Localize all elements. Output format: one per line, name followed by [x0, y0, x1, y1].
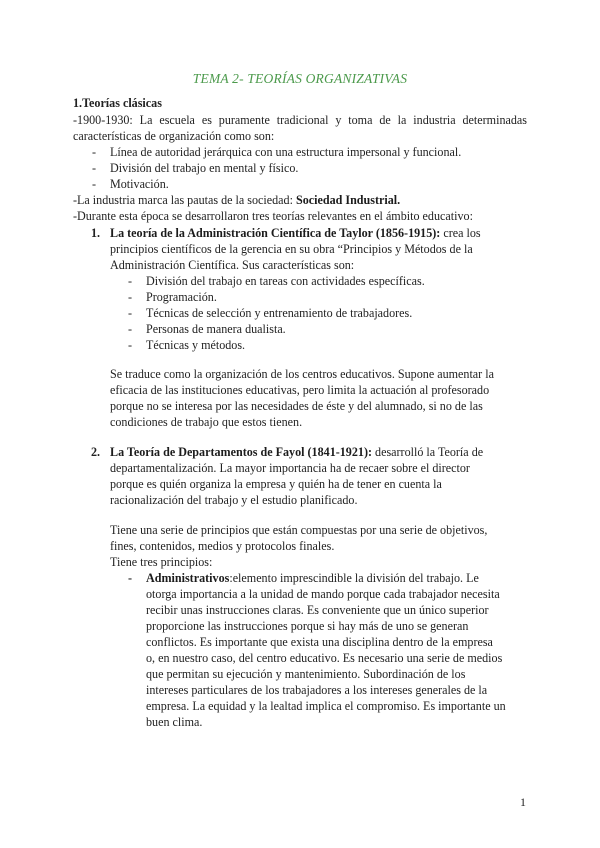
admin-line: empresa. La equidad y la lealtad implica el compromiso. Es importante un	[146, 699, 506, 713]
bullet-dash: -	[92, 161, 97, 175]
bullet-dash: -	[128, 306, 133, 320]
principles-line: fines, contenidos, medios y protocolos finales.	[110, 539, 335, 553]
bullet-dash: -	[128, 274, 133, 288]
bullet-dash: -	[92, 177, 97, 191]
society-line	[73, 192, 400, 208]
theory-1-rest: crea los	[440, 226, 481, 240]
bullet-dash: -	[128, 338, 133, 352]
document-title: TEMA 2- TEORÍAS ORGANIZATIVAS	[192, 71, 408, 86]
admin-line: intereses particulares de los trabajadores a los intereses generales de la	[146, 683, 488, 697]
intro-line-2: características de organización como son:	[73, 129, 275, 143]
theory-1-item: Técnicas y métodos.	[146, 338, 246, 352]
theory-1-number: 1.	[91, 226, 101, 240]
theory-2-heading	[110, 444, 483, 460]
admin-line: proporcione las instrucciones porque si hay más de uno se generan	[146, 619, 469, 633]
bullet-dash: -	[128, 290, 133, 304]
theory-2-line: porque es quién organiza la empresa y quién ha de tener en cuenta la	[110, 477, 442, 491]
theory-1-paragraph-line: porque no se interesa por las necesidades de éste y del alumnado, si no de las	[110, 399, 483, 413]
bullet-dash: -	[92, 145, 97, 159]
admin-line: buen clima.	[146, 715, 203, 729]
society-bold: Sociedad Industrial.	[295, 193, 401, 207]
bullet-dash: -	[128, 571, 133, 585]
theory-1-title: La teoría de la Administración Científica de Taylor (1856-1915):	[110, 226, 441, 240]
admin-term: Administrativos	[146, 571, 230, 585]
theory-1-line: Administración Científica. Sus características son:	[110, 258, 355, 272]
bullet-dash: -	[128, 322, 133, 336]
admin-line: otorga importancia a la unidad de mando porque cada trabajador necesita	[146, 587, 500, 601]
theory-2-number: 2.	[91, 445, 101, 459]
theory-2-title: La Teoría de Departamentos de Fayol (1841-1921):	[110, 445, 373, 459]
durante-line: -Durante esta época se desarrollaron tres teorías relevantes en el ámbito educativo:	[73, 209, 473, 223]
theory-1-heading	[110, 225, 481, 241]
theory-2-line: departamentalización. La mayor importancia ha de recaer sobre el director	[110, 461, 470, 475]
page-number: 1	[520, 795, 526, 809]
admin-line: conflictos. Es importante que exista una disciplina dentro de la empresa	[146, 635, 493, 649]
admin-first-line	[146, 570, 479, 586]
intro-line-1: -1900-1930: La escuela es puramente tradicional y toma de la industria determinadas	[73, 113, 527, 127]
principles-line: Tiene tres principios:	[110, 555, 213, 569]
principles-line: Tiene una serie de principios que están compuestas por una serie de objetivos,	[110, 523, 488, 537]
theory-2-rest: desarrolló la Teoría de	[372, 445, 484, 459]
theory-1-paragraph-line: condiciones de trabajo que estos tienen.	[110, 415, 303, 429]
theory-1-item: Técnicas de selección y entrenamiento de trabajadores.	[146, 306, 413, 320]
theory-1-paragraph-line: eficacia de las instituciones educativas, pero limita la actuación al profesorado	[110, 383, 490, 397]
bullet-item: Motivación.	[110, 177, 169, 191]
bullet-item: División del trabajo en mental y físico.	[110, 161, 299, 175]
section-heading: 1.Teorías clásicas	[73, 96, 162, 110]
theory-1-item: División del trabajo en tareas con actividades específicas.	[146, 274, 425, 288]
society-text: -La industria marca las pautas de la sociedad:	[73, 193, 296, 207]
admin-first-text: :elemento imprescindible la división del trabajo. Le	[229, 571, 479, 585]
theory-1-paragraph-line: Se traduce como la organización de los centros educativos. Supone aumentar la	[110, 367, 494, 381]
theory-1-line: principios científicos de la gerencia en su obra “Principios y Métodos de la	[110, 242, 473, 256]
theory-2-line: racionalización del trabajo y el estudio planificado.	[110, 493, 358, 507]
admin-line: que permitan su ejecución y mantenimiento. Subordinación de los	[146, 667, 466, 681]
theory-1-item: Programación.	[146, 290, 217, 304]
theory-1-item: Personas de manera dualista.	[146, 322, 286, 336]
bullet-item: Línea de autoridad jerárquica con una estructura impersonal y funcional.	[110, 145, 462, 159]
admin-line: recibir unas instrucciones claras. Es conveniente que un único superior	[146, 603, 489, 617]
admin-line: o, en nuestro caso, del centro educativo. Es necesario una serie de medios	[146, 651, 503, 665]
